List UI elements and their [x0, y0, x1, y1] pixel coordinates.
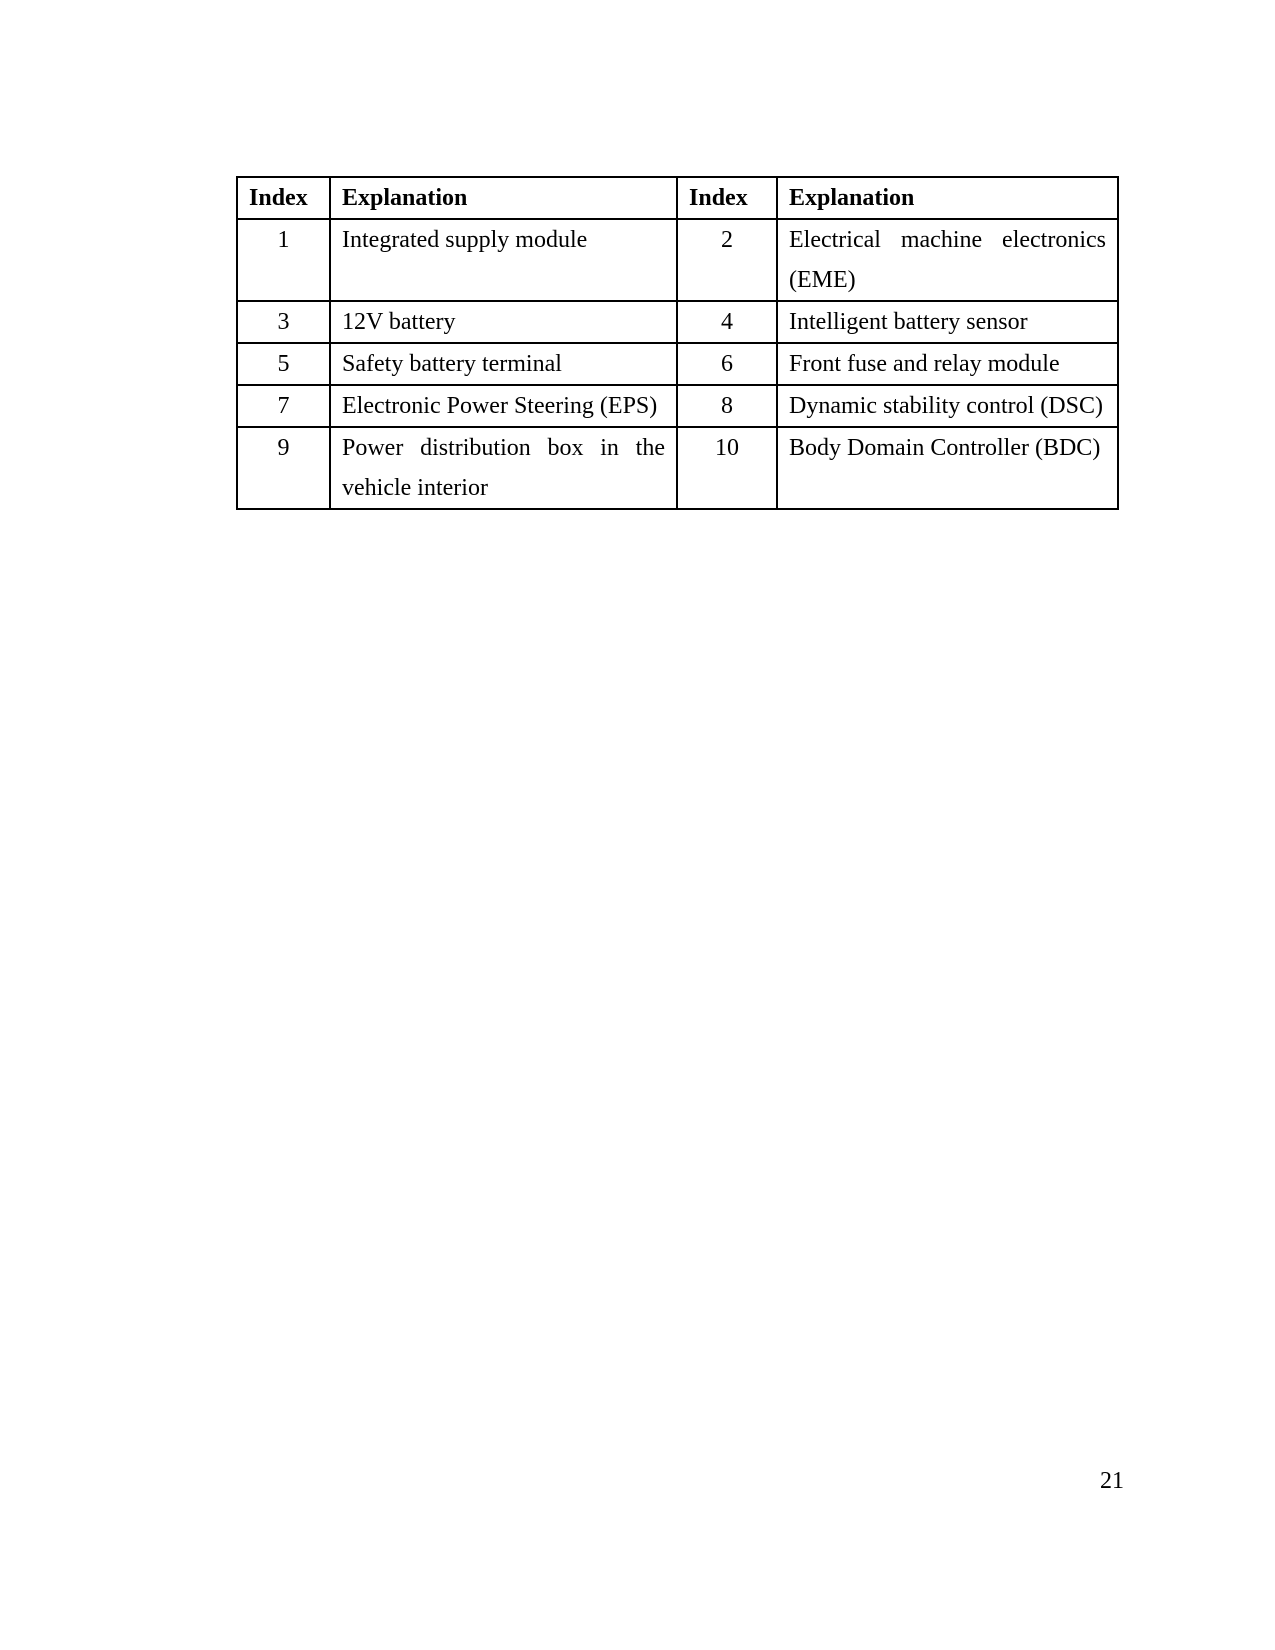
explanation-cell: Safety battery terminal	[330, 343, 677, 385]
table-row	[237, 427, 1118, 509]
table-row	[237, 301, 1118, 343]
table-row	[237, 343, 1118, 385]
explanation-cell: Electronic Power Steering (EPS)	[330, 385, 677, 427]
header-index-left: Index	[237, 177, 330, 219]
table-row	[237, 219, 1118, 301]
index-cell: 1	[237, 219, 330, 301]
header-explanation-left: Explanation	[330, 177, 677, 219]
explanation-cell: Electrical machine electronics (EME)	[777, 219, 1118, 301]
explanation-cell: 12V battery	[330, 301, 677, 343]
index-cell: 8	[677, 385, 777, 427]
explanation-cell: Power distribution box in the vehicle interior	[330, 427, 677, 509]
index-cell: 3	[237, 301, 330, 343]
table-row	[237, 385, 1118, 427]
index-cell: 10	[677, 427, 777, 509]
explanation-cell: Front fuse and relay module	[777, 343, 1118, 385]
header-explanation-right: Explanation	[777, 177, 1118, 219]
explanation-cell: Integrated supply module	[330, 219, 677, 301]
index-cell: 7	[237, 385, 330, 427]
page-number: 21	[1100, 1468, 1124, 1494]
explanation-cell: Dynamic stability control (DSC)	[777, 385, 1118, 427]
index-cell: 5	[237, 343, 330, 385]
index-explanation-table	[236, 176, 1119, 510]
header-index-right: Index	[677, 177, 777, 219]
index-cell: 9	[237, 427, 330, 509]
index-cell: 6	[677, 343, 777, 385]
index-cell: 2	[677, 219, 777, 301]
explanation-cell: Intelligent battery sensor	[777, 301, 1118, 343]
table-header-row	[237, 177, 1118, 219]
index-cell: 4	[677, 301, 777, 343]
explanation-cell: Body Domain Controller (BDC)	[777, 427, 1118, 509]
